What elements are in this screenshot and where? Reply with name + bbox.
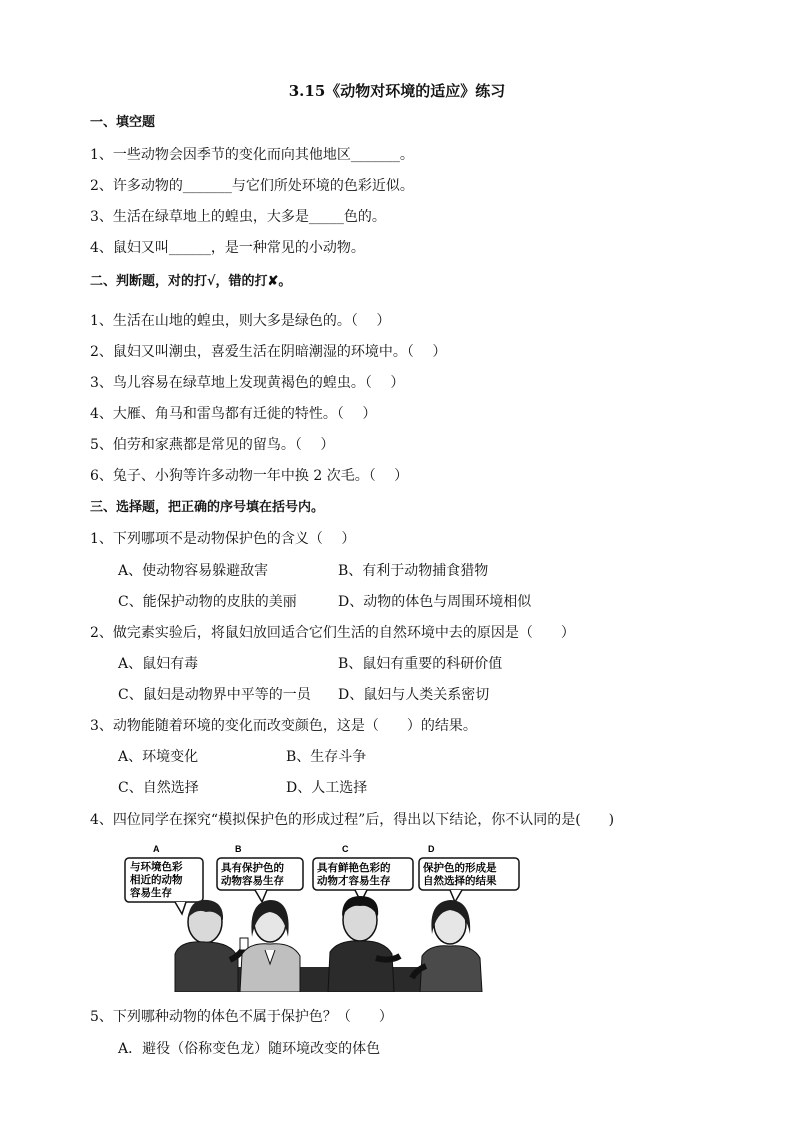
judge-question-2: 2、鼠妇又叫潮虫，喜爱生活在阴暗潮湿的环境中。（ ）: [90, 344, 447, 360]
judge-question-5: 5、伯劳和家燕都是常见的留鸟。（ ）: [90, 437, 335, 453]
bubble-c-line-1: 具有鲜艳色彩的: [317, 862, 391, 874]
student-a: [175, 900, 248, 992]
choice-3-option-d: D、人工选择: [286, 780, 368, 796]
choice-1-option-b: B、有利于动物捕食猎物: [338, 563, 489, 579]
choice-2-option-c: C、鼠妇是动物界中平等的一员: [118, 687, 311, 703]
fill-question-3: 3、生活在绿草地上的蝗虫，大多是_____色的。: [90, 209, 386, 225]
choice-2-option-a: A、鼠妇有毒: [118, 656, 199, 672]
student-b: [240, 900, 300, 992]
bubble-b-line-2: 动物容易生存: [221, 875, 284, 887]
judge-question-3: 3、鸟儿容易在绿草地上发现黄褐色的蝗虫。（ ）: [90, 375, 405, 391]
judge-question-6: 6、兔子、小狗等许多动物一年中换 2 次毛。（ ）: [90, 468, 409, 484]
student-c: [328, 896, 400, 992]
fill-question-2: 2、许多动物的_______与它们所处环境的色彩近似。: [90, 178, 414, 194]
page-title: 3.15《动物对环境的适应》练习: [288, 82, 506, 100]
students-discussion-figure: [120, 842, 560, 992]
choice-3-option-b: B、生存斗争: [286, 749, 367, 765]
choice-question-5: 5、下列哪种动物的体色不属于保护色？（ ）: [90, 1009, 393, 1025]
choice-question-4: 4、四位同学在探究“模拟保护色的形成过程”后，得出以下结论，你不认同的是( ): [90, 812, 615, 828]
section-choice-heading: 三、选择题，把正确的序号填在括号内。: [90, 500, 325, 515]
section-judge-heading: 二、判断题，对的打√，错的打✘。: [90, 274, 292, 289]
bubble-a-line-2: 相近的动物: [130, 874, 183, 886]
bubble-d-line-1: 保护色的形成是: [423, 862, 497, 874]
choice-1-option-a: A、使动物容易躲避敌害: [118, 563, 269, 579]
fill-question-4: 4、鼠妇又叫______，是一种常见的小动物。: [90, 240, 365, 256]
bubble-a-line-1: 与环境色彩: [130, 861, 183, 873]
choice-question-2: 2、做完素实验后，将鼠妇放回适合它们生活的自然环境中去的原因是（ ）: [90, 625, 575, 641]
figure-label-a: A: [153, 844, 160, 854]
bubble-d-line-2: 自然选择的结果: [423, 875, 497, 887]
choice-2-option-b: B、鼠妇有重要的科研价值: [338, 656, 503, 672]
figure-label-d: D: [428, 844, 435, 854]
choice-3-option-c: C、自然选择: [118, 780, 199, 796]
judge-question-4: 4、大雁、角马和雷鸟都有迁徙的特性。（ ）: [90, 406, 377, 422]
choice-2-option-d: D、鼠妇与人类关系密切: [338, 687, 490, 703]
students-illustration: [120, 842, 560, 992]
choice-question-1: 1、下列哪项不是动物保护色的含义（ ）: [90, 531, 356, 547]
choice-1-option-c: C、能保护动物的皮肤的美丽: [118, 594, 297, 610]
figure-label-b: B: [235, 844, 242, 854]
figure-label-c: C: [342, 844, 349, 854]
bubble-c-line-2: 动物才容易生存: [317, 875, 391, 887]
bubble-b-line-1: 具有保护色的: [221, 862, 284, 874]
choice-question-3: 3、动物能随着环境的变化而改变颜色，这是（ ）的结果。: [90, 718, 477, 734]
choice-3-option-a: A、环境变化: [118, 749, 199, 765]
choice-5-option-a: A．避役（俗称变色龙）随环境改变的体色: [118, 1041, 381, 1057]
bubble-a-line-3: 容易生存: [130, 887, 172, 899]
student-d: [412, 900, 482, 992]
fill-question-1: 1、一些动物会因季节的变化而向其他地区_______。: [90, 147, 414, 163]
choice-1-option-d: D、动物的体色与周围环境相似: [338, 594, 532, 610]
judge-question-1: 1、生活在山地的蝗虫，则大多是绿色的。（ ）: [90, 313, 391, 329]
section-fill-heading: 一、填空题: [90, 115, 156, 130]
